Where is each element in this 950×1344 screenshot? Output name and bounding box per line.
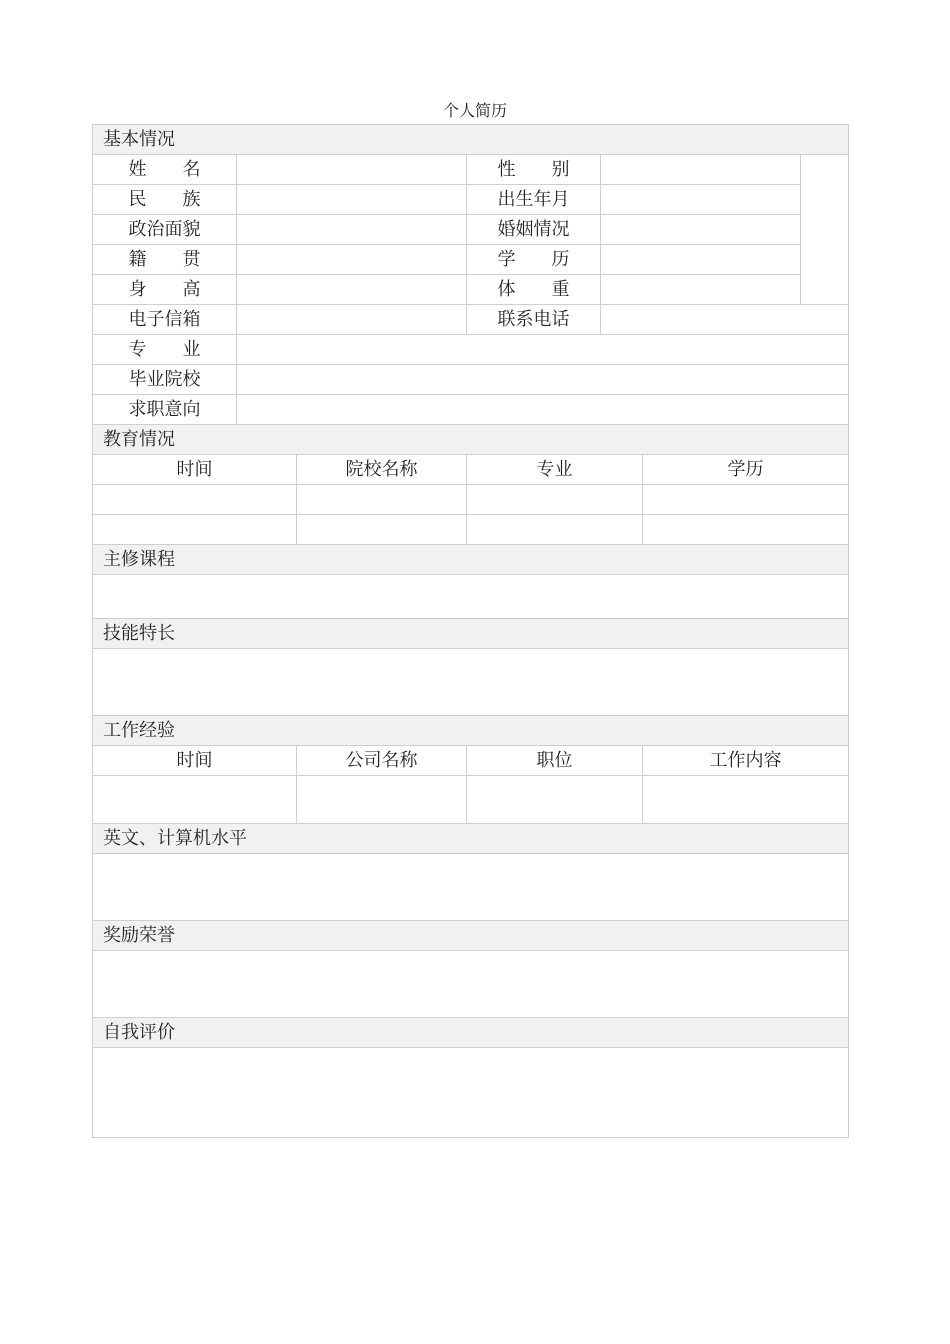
work-col-content: 工作内容 xyxy=(643,746,849,776)
work-col-position: 职位 xyxy=(467,746,643,776)
label-degree: 学 历 xyxy=(467,245,601,275)
language-field[interactable] xyxy=(93,854,849,921)
label-birth: 出生年月 xyxy=(467,185,601,215)
label-school: 毕业院校 xyxy=(93,365,237,395)
work-cell-time[interactable] xyxy=(93,776,297,824)
courses-field[interactable] xyxy=(93,575,849,619)
section-education-heading: 教育情况 xyxy=(93,425,849,455)
section-courses-heading: 主修课程 xyxy=(93,545,849,575)
field-degree[interactable] xyxy=(601,245,801,275)
section-self-heading: 自我评价 xyxy=(93,1018,849,1048)
resume-table xyxy=(92,124,849,1138)
education-cell-school[interactable] xyxy=(297,485,467,515)
skills-field[interactable] xyxy=(93,649,849,716)
work-cell-content[interactable] xyxy=(643,776,849,824)
section-work-heading: 工作经验 xyxy=(93,716,849,746)
label-major: 专 业 xyxy=(93,335,237,365)
resume-form xyxy=(92,124,848,1138)
work-cell-position[interactable] xyxy=(467,776,643,824)
self-evaluation-field[interactable] xyxy=(93,1048,849,1138)
education-cell-major[interactable] xyxy=(467,485,643,515)
education-col-major: 专业 xyxy=(467,455,643,485)
education-col-time: 时间 xyxy=(93,455,297,485)
label-weight: 体 重 xyxy=(467,275,601,305)
photo-box[interactable] xyxy=(801,155,849,305)
work-col-company: 公司名称 xyxy=(297,746,467,776)
label-gender: 性 别 xyxy=(467,155,601,185)
education-cell-degree[interactable] xyxy=(643,515,849,545)
field-phone[interactable] xyxy=(601,305,849,335)
label-ethnicity: 民 族 xyxy=(93,185,237,215)
field-gender[interactable] xyxy=(601,155,801,185)
label-origin: 籍 贯 xyxy=(93,245,237,275)
education-cell-degree[interactable] xyxy=(643,485,849,515)
label-phone: 联系电话 xyxy=(467,305,601,335)
section-skills-heading: 技能特长 xyxy=(93,619,849,649)
field-weight[interactable] xyxy=(601,275,801,305)
field-objective[interactable] xyxy=(237,395,849,425)
label-email: 电子信箱 xyxy=(93,305,237,335)
section-basic-heading: 基本情况 xyxy=(93,125,849,155)
education-col-degree: 学历 xyxy=(643,455,849,485)
label-politics: 政治面貌 xyxy=(93,215,237,245)
education-cell-major[interactable] xyxy=(467,515,643,545)
work-col-time: 时间 xyxy=(93,746,297,776)
awards-field[interactable] xyxy=(93,951,849,1018)
work-row xyxy=(93,776,849,824)
page-title: 个人简历 xyxy=(442,101,507,120)
field-height[interactable] xyxy=(237,275,467,305)
section-awards-heading: 奖励荣誉 xyxy=(93,921,849,951)
field-birth[interactable] xyxy=(601,185,801,215)
label-height: 身 高 xyxy=(93,275,237,305)
education-col-school: 院校名称 xyxy=(297,455,467,485)
field-politics[interactable] xyxy=(237,215,467,245)
field-school[interactable] xyxy=(237,365,849,395)
label-name: 姓 名 xyxy=(93,155,237,185)
label-objective: 求职意向 xyxy=(93,395,237,425)
field-major[interactable] xyxy=(237,335,849,365)
field-ethnicity[interactable] xyxy=(237,185,467,215)
work-cell-company[interactable] xyxy=(297,776,467,824)
field-name[interactable] xyxy=(237,155,467,185)
field-email[interactable] xyxy=(237,305,467,335)
education-row xyxy=(93,515,849,545)
label-marital: 婚姻情况 xyxy=(467,215,601,245)
section-language-heading: 英文、计算机水平 xyxy=(93,824,849,854)
education-row xyxy=(93,485,849,515)
education-cell-school[interactable] xyxy=(297,515,467,545)
education-cell-time[interactable] xyxy=(93,485,297,515)
field-marital[interactable] xyxy=(601,215,801,245)
field-origin[interactable] xyxy=(237,245,467,275)
education-cell-time[interactable] xyxy=(93,515,297,545)
